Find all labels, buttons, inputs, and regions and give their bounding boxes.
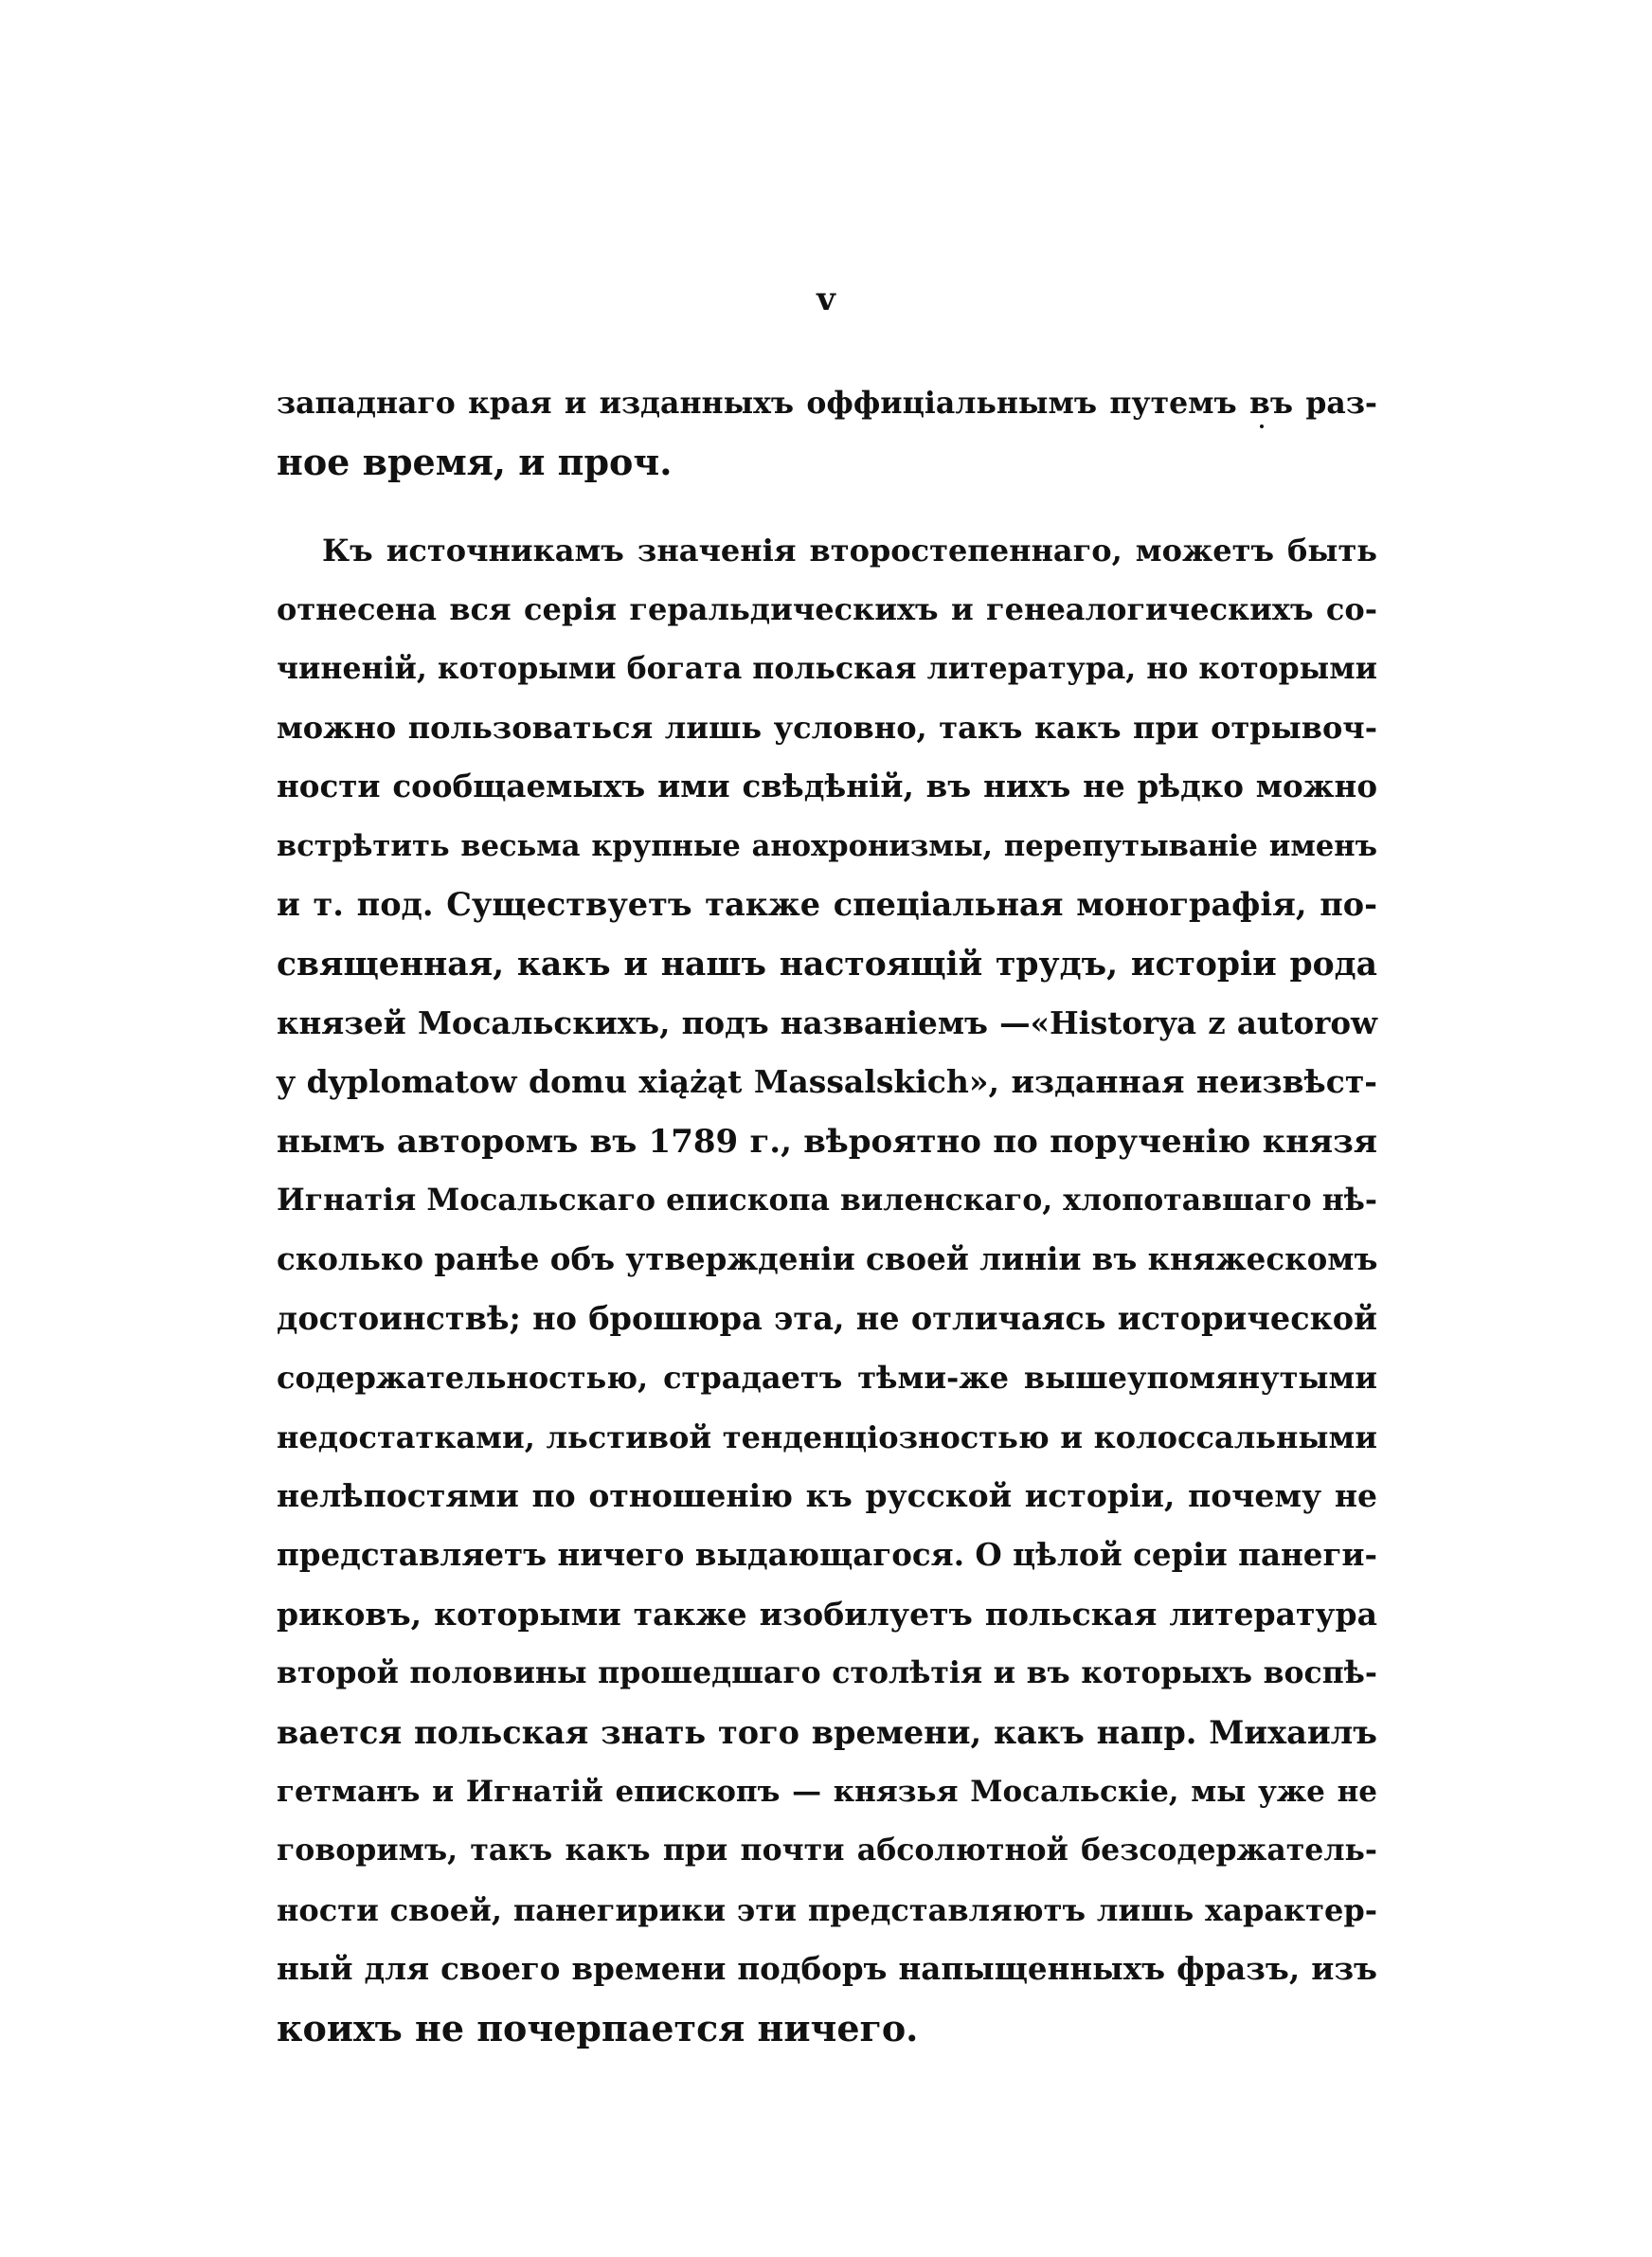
text-line: можно пользоваться лишь условно, такъ какъ при отрывоч-	[277, 709, 1377, 746]
text-line: ности своей, панегирики эти представляютъ лишь характер-	[277, 1891, 1377, 1928]
text-line: нымъ авторомъ въ 1789 г., вѣроятно по порученію князя	[277, 1122, 1377, 1161]
text-line: Къ источникамъ значенія второстепеннаго, можетъ быть	[322, 532, 1377, 569]
text-line: y dyplomatow domu xiążąt Massalskich», изданная неизвѣст-	[277, 1063, 1377, 1101]
text-line: ности сообщаемыхъ ими свѣдѣній, въ нихъ не рѣдко можно	[277, 767, 1377, 805]
text-line: священная, какъ и нашъ настоящій трудъ, исторіи рода	[277, 945, 1377, 984]
text-line: нелѣпостями по отношенію къ русской исторіи, почему не	[277, 1477, 1377, 1515]
text-line: говоримъ, такъ какъ при почти абсолютной безсодержатель-	[277, 1833, 1377, 1869]
text-line: Игнатія Мосальскаго епископа виленскаго, хлопотавшаго нѣ-	[277, 1183, 1377, 1219]
paragraph-main	[277, 521, 1377, 2058]
text-line: ный для своего времени подборъ напыщенныхъ фразъ, изъ	[277, 1950, 1377, 1988]
paragraph-gap	[277, 493, 1377, 521]
page-number: v	[817, 280, 835, 318]
text-line: отнесена вся серія геральдическихъ и генеалогическихъ со-	[277, 591, 1377, 628]
text-line: встрѣтить весьма крупные анохронизмы, перепутываніе именъ	[277, 828, 1377, 863]
text-line: представляетъ ничего выдающагося. О цѣлой серіи панеги-	[277, 1536, 1377, 1574]
text-line: риковъ, которыми также изобилуетъ польская литература	[277, 1595, 1377, 1633]
text-line: второй половины прошедшаго столѣтія и въ которыхъ воспѣ-	[277, 1655, 1377, 1691]
text-line: западнаго края и изданныхъ оффиціальнымъ путемъ въ раз-	[277, 386, 1377, 421]
text-line: недостатками, льстивой тенденціозностью и колоссальными	[277, 1418, 1377, 1455]
text-line: вается польская знать того времени, какъ напр. Михаилъ	[277, 1713, 1377, 1751]
text-line: содержательностью, страдаетъ тѣми-же вышеупомянутыми	[277, 1360, 1377, 1397]
text-line: гетманъ и Игнатій епископъ — князья Мосальскіе, мы уже не	[277, 1774, 1377, 1809]
text-block	[277, 374, 1377, 2058]
text-line: и т. под. Существуетъ также спеціальная монографія, по-	[277, 886, 1377, 924]
paragraph-continuation	[277, 374, 1377, 493]
text-line: коихъ не почерпается ничего.	[277, 2006, 919, 2049]
text-line: князей Мосальскихъ, подъ названіемъ —«Historya z autorow	[277, 1003, 1377, 1041]
text-line: сколько ранѣе объ утвержденіи своей линіи въ княжескомъ	[277, 1240, 1378, 1278]
text-line: ное время, и проч.	[277, 441, 673, 484]
text-line: чиненій, которыми богата польская литература, но которыми	[277, 650, 1377, 686]
text-line: достоинствѣ; но брошюра эта, не отличаясь исторической	[277, 1299, 1377, 1337]
